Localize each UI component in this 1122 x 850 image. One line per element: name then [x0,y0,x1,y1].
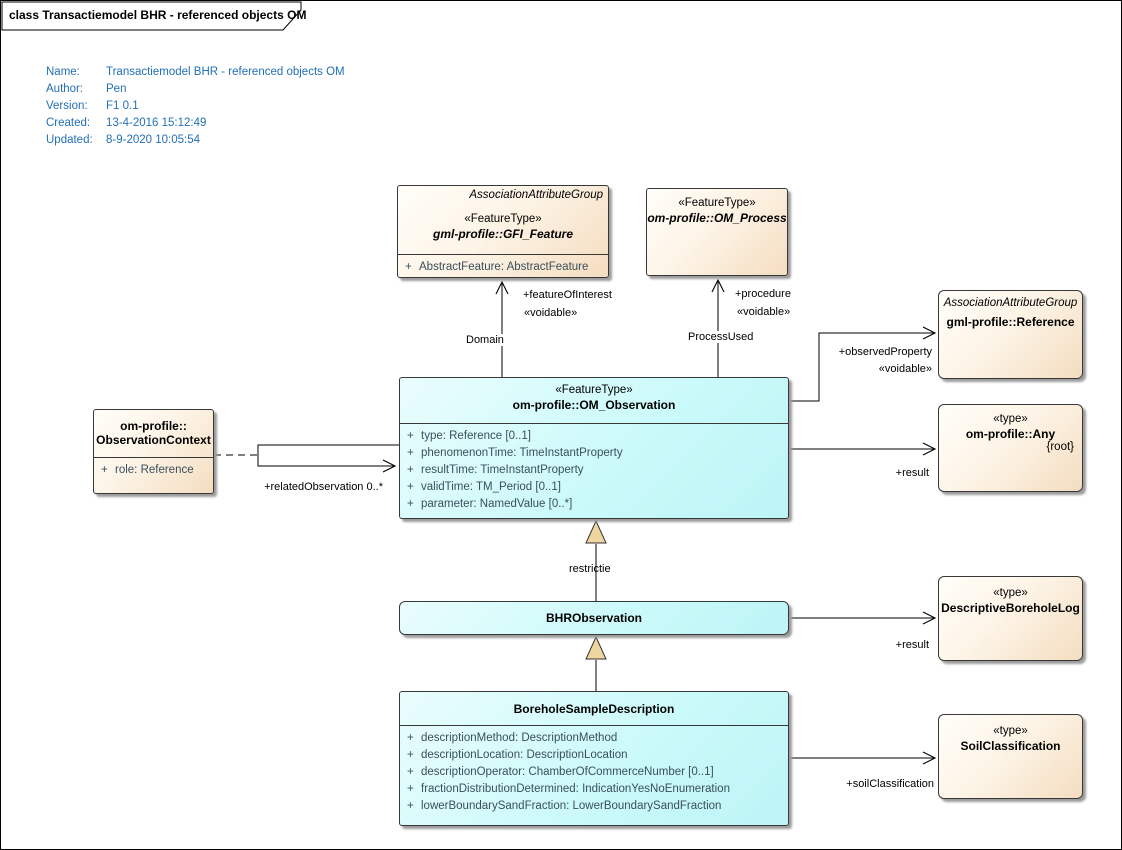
meta-label: Version: [46,100,88,112]
attribute-row [400,479,788,496]
attribute-row [400,462,788,479]
class-stereotype: «type» [993,725,1028,737]
class-gfi-feature[interactable] [397,185,609,278]
attribute-row [400,496,788,513]
attribute-text: lowerBoundarySandFraction: LowerBoundarySandFraction [421,800,722,812]
class-header [939,577,1082,615]
class-stereotype: «FeatureType» [678,197,756,209]
class-stereotype: «FeatureType» [555,384,633,396]
attribute-row [400,798,788,815]
label-procedure: +procedure [735,288,791,300]
class-observation-context[interactable] [93,409,214,494]
class-name: SoilClassification [960,739,1061,753]
attribute-text: fractionDistributionDetermined: IndicationYesNoEnumeration [421,783,730,795]
label-result-bhr: +result [895,639,929,651]
class-header [647,189,787,225]
generalization-triangle-icon [586,521,606,543]
meta-row [46,115,345,132]
class-name: BoreholeSampleDescription [513,702,675,716]
attribute-text: resultTime: TimeInstantProperty [421,464,584,476]
visibility: + [407,481,414,493]
attribute-text: validTime: TM_Period [0..1] [421,481,561,493]
label-restrictie: restrictie [569,563,611,575]
class-name: gml-profile::Reference [946,315,1075,329]
attribute-text: descriptionOperator: ChamberOfCommerceNumber [0..1] [421,766,714,778]
class-name: om-profile::OM_Process [647,211,787,225]
meta-row [46,98,345,115]
class-header [400,602,788,625]
label-feature-of-interest: +featureOfInterest [523,289,612,301]
attribute-row [94,462,213,479]
visibility: + [407,783,414,795]
attribute-text: type: Reference [0..1] [421,430,531,442]
connector-related-observation[interactable] [258,445,399,466]
class-header [398,186,608,254]
label-observed-property: +observedProperty [838,346,932,358]
attribute-text: AbstractFeature: AbstractFeature [419,261,589,273]
attribute-row [400,764,788,781]
meta-value: 8-9-2020 10:05:54 [106,134,200,146]
class-borehole-sample-description[interactable] [399,691,789,826]
visibility: + [407,498,414,510]
label-process-used: ProcessUsed [688,331,754,343]
label-result: +result [895,467,929,479]
visibility: + [407,447,414,459]
label-domain: Domain [466,334,504,346]
attribute-row [400,747,788,764]
visibility: + [405,261,412,273]
meta-label: Name: [46,66,80,78]
class-header [939,405,1082,453]
class-header [400,692,788,725]
class-name: ObservationContext [96,433,211,447]
meta-value: F1 0.1 [106,100,139,112]
visibility: + [407,430,414,442]
class-name: DescriptiveBoreholeLog [941,601,1080,615]
class-om-observation[interactable] [399,377,789,519]
visibility: + [407,800,414,812]
class-name: om-profile::Any [965,427,1056,441]
class-header [939,715,1082,753]
class-stereotype: «type» [993,413,1028,425]
attribute-text: role: Reference [115,464,194,476]
attribute-row [398,259,608,276]
class-modifier: {root} [1046,441,1074,453]
label-observed-property-voidable: «voidable» [878,363,932,375]
attribute-row [400,445,788,462]
label-procedure-voidable: «voidable» [737,306,791,318]
generalization-triangle-icon [586,637,606,659]
label-soil-classification: +soilClassification [846,778,934,790]
diagram-title: class Transactiemodel BHR - referenced objects OM [9,8,307,22]
attribute-row [400,781,788,798]
visibility: + [407,464,414,476]
class-header [400,378,788,423]
diagram-metadata-note [46,64,345,149]
class-soil-classification[interactable] [938,714,1083,799]
class-header [94,410,213,457]
attribute-compartment [398,254,608,276]
label-related-observation: +relatedObservation 0..* [264,481,383,493]
class-tag: AssociationAttributeGroup [943,297,1078,309]
attribute-text: phenomenonTime: TimeInstantProperty [421,447,623,459]
attribute-compartment [400,423,788,513]
meta-label: Created: [46,117,91,129]
meta-row [46,81,345,98]
visibility: + [407,749,414,761]
attribute-row [400,428,788,445]
meta-label: Updated: [46,134,93,146]
visibility: + [407,732,414,744]
class-any[interactable] [938,404,1083,492]
attribute-compartment [94,457,213,479]
visibility: + [407,766,414,778]
meta-value: Transactiemodel BHR - referenced objects OM [106,66,345,78]
class-tag: AssociationAttributeGroup [469,189,603,201]
class-stereotype: «type» [993,587,1028,599]
class-name: gml-profile::GFI_Feature [432,227,573,241]
attribute-text: parameter: NamedValue [0..*] [421,498,573,510]
class-name: om-profile:: [120,419,187,433]
class-reference[interactable] [938,290,1083,379]
attribute-text: descriptionMethod: DescriptionMethod [421,732,618,744]
class-om-process[interactable] [646,188,788,276]
class-stereotype: «FeatureType» [464,213,542,225]
class-descriptive-borehole-log[interactable] [938,576,1083,661]
attribute-row [400,730,788,747]
attribute-text: descriptionLocation: DescriptionLocation [421,749,628,761]
visibility: + [101,464,108,476]
meta-value: 13-4-2016 15:12:49 [106,117,207,129]
class-bhr-observation[interactable] [399,601,789,635]
meta-row [46,64,345,81]
label-feature-of-interest-voidable: «voidable» [524,307,578,319]
meta-row [46,132,345,149]
class-header [939,291,1082,329]
attribute-compartment [400,725,788,815]
class-name: om-profile::OM_Observation [512,398,676,412]
class-name: BHRObservation [545,611,643,625]
meta-value: Pen [106,83,127,95]
meta-label: Author: [46,83,84,95]
